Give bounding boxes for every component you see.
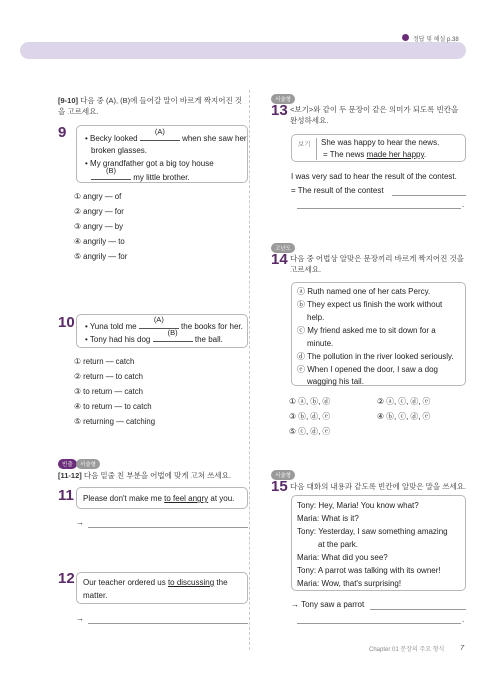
q11-underlined: to feel angry — [164, 494, 209, 503]
q15-answer-line-2[interactable] — [297, 623, 461, 624]
q9-box — [76, 125, 248, 183]
q14-instruction: 다음 중 어법상 알맞은 문장끼리 바르게 짝지어진 것을 고르세요. — [290, 254, 464, 274]
dialogue-line-3: Tony: Yesterday, I saw something amazing — [297, 527, 448, 536]
q14-item-a: ⓐ Ruth named one of her cats Percy. — [297, 287, 431, 296]
q11-arrow: → — [76, 518, 84, 527]
q10-line2-post: the ball. — [194, 335, 223, 344]
q12-underlined: to discussing — [167, 578, 215, 587]
page-number: 7 — [460, 643, 465, 652]
q9-10-range: [9-10] — [58, 96, 79, 105]
q11-text-post: at you. — [208, 494, 235, 503]
q13-sentence: I was very sad to hear the result of the contest. — [291, 172, 457, 181]
example-separator — [316, 138, 317, 160]
example-line2-underlined: made her happy — [366, 150, 424, 159]
frequent-tag: 빈출 — [58, 459, 77, 469]
q11-box — [76, 487, 248, 509]
q13-number: 13 — [271, 102, 288, 119]
q10-option-4[interactable]: ④ to return — to catch — [74, 402, 152, 411]
q13-period: . — [462, 200, 465, 209]
written-tag: 서술형 — [76, 459, 100, 469]
q13-example-box — [291, 134, 466, 162]
q15-tag: 서술형 — [271, 470, 295, 480]
q12-number: 12 — [58, 570, 75, 587]
q9-line1-pre: • Becky looked — [85, 134, 138, 143]
q13-answer-prefix: = The result of the contest — [291, 186, 384, 195]
example-line2-post: . — [423, 150, 427, 159]
example-line2-pre: = The news — [323, 150, 367, 159]
bullet-icon — [402, 34, 409, 41]
q11-12-range: [11-12] — [58, 471, 82, 480]
q14-item-d: ⓓ The pollution in the river looked seriously. — [297, 352, 454, 361]
q15-instruction: 다음 대화의 내용과 같도록 빈칸에 알맞은 말을 쓰세요. — [290, 482, 467, 491]
q9-number: 9 — [58, 124, 67, 141]
q9-line4-post: my little brother. — [133, 173, 190, 182]
q9-blank-a[interactable] — [140, 127, 180, 141]
q13-answer-line-2[interactable] — [297, 208, 461, 209]
q11-number: 11 — [58, 487, 74, 504]
q9-option-5[interactable]: ⑤ angrily — for — [74, 252, 128, 261]
q14-item-c: ⓒ My friend asked me to sit down for a — [297, 326, 436, 335]
q14-option-4[interactable]: ④ ⓑ, ⓒ, ⓓ, ⓔ — [377, 412, 431, 421]
q12-answer-line[interactable] — [88, 623, 248, 624]
example-line1: She was happy to hear the news. — [321, 138, 440, 147]
q11-12-instruction — [58, 470, 243, 481]
dialogue-line-3-cont: at the park. — [318, 540, 359, 549]
q13-tag: 서술형 — [271, 94, 295, 104]
example-label: 보기 — [298, 141, 311, 148]
q10-box — [76, 314, 248, 348]
q10-option-3[interactable]: ③ to return — catch — [74, 387, 143, 396]
q15-number: 15 — [271, 478, 288, 495]
q11-text-pre: Please don't make me — [83, 494, 165, 503]
q9-option-4[interactable]: ④ angrily — to — [74, 237, 125, 246]
q14-option-2[interactable]: ② ⓐ, ⓒ, ⓓ, ⓔ — [377, 397, 431, 406]
q14-item-e-cont: wagging his tail. — [307, 377, 364, 386]
q9-line1-post: when she saw her — [182, 134, 247, 143]
q10-line1-pre: • Yuna told me — [85, 322, 137, 331]
q14-option-5[interactable]: ⑤ ⓒ, ⓓ, ⓔ — [289, 427, 331, 436]
q10-line2-pre: • Tony had his dog — [85, 335, 151, 344]
q14-tag: 고난도 — [271, 243, 295, 253]
q15-dialogue-box — [291, 495, 466, 591]
q13-instruction: <보기>와 같이 두 문장이 같은 의미가 되도록 빈칸을 완성하세요. — [290, 105, 459, 125]
q9-10-text: 다음 중 (A), (B)에 들어갈 말이 바르게 짝지어진 것을 고르세요. — [58, 96, 243, 116]
q9-line2: broken glasses. — [91, 146, 148, 155]
q10-option-1[interactable]: ① return — catch — [74, 357, 135, 366]
q10-blank-b-label: (B) — [167, 328, 178, 337]
dialogue-line-5: Tony: A parrot was talking with its owner! — [297, 566, 441, 575]
dialogue-line-6: Maria: Wow, that's surprising! — [297, 579, 402, 588]
q9-line3: • My grandfather got a big toy house — [85, 159, 214, 168]
q10-option-5[interactable]: ⑤ returning — catching — [74, 417, 156, 426]
q9-option-3[interactable]: ③ angry — by — [74, 222, 124, 231]
q12-box — [76, 572, 248, 604]
q10-number: 10 — [58, 314, 75, 331]
q9-10-instruction — [58, 95, 243, 117]
dialogue-line-4: Maria: What did you see? — [297, 553, 388, 562]
q14-item-b-cont: help. — [307, 313, 325, 322]
q13-answer-line-1[interactable] — [392, 195, 466, 196]
answer-reference: 정답 및 해설 p.38 — [413, 37, 459, 43]
dialogue-line-2: Maria: What is it? — [297, 514, 359, 523]
q9-option-1[interactable]: ① angry — of — [74, 192, 122, 201]
q10-blank-a-label: (A) — [153, 315, 164, 324]
header-band — [20, 42, 466, 59]
q9-blank-a-label: (A) — [154, 127, 165, 136]
q14-box — [291, 282, 466, 386]
q10-option-2[interactable]: ② return — to catch — [74, 372, 143, 381]
q12-arrow: → — [76, 614, 84, 623]
q12-text-post: the — [214, 578, 228, 587]
q14-number: 14 — [271, 251, 288, 268]
q15-answer-line-1[interactable] — [370, 609, 466, 610]
q10-blank-b[interactable] — [153, 328, 193, 342]
q14-item-e: ⓔ When I opened the door, I saw a dog — [297, 365, 438, 374]
q12-text-pre: Our teacher ordered us — [83, 578, 168, 587]
q11-answer-line[interactable] — [88, 527, 248, 528]
dialogue-line-1: Tony: Hey, Maria! You know what? — [297, 501, 419, 510]
q10-line1-post: the books for her. — [181, 322, 243, 331]
q12-text-line2: matter. — [83, 591, 108, 600]
q9-option-2[interactable]: ② angry — for — [74, 207, 124, 216]
q9-blank-b-label: (B) — [106, 166, 116, 175]
footer-chapter: Chapter 01 문장의 주요 형식 — [369, 647, 445, 653]
q9-blank-b[interactable] — [91, 166, 131, 180]
q14-option-1[interactable]: ① ⓐ, ⓑ, ⓓ — [289, 397, 331, 406]
q14-option-3[interactable]: ③ ⓑ, ⓓ, ⓔ — [289, 412, 331, 421]
q14-item-c-cont: minute. — [307, 339, 334, 348]
q14-item-b: ⓑ They expect us finish the work without — [297, 300, 443, 309]
q11-12-text: 다음 밑줄 친 부분을 어법에 맞게 고쳐 쓰세요. — [81, 471, 231, 480]
q15-period: . — [462, 615, 465, 624]
column-divider — [249, 90, 250, 650]
q15-answer-prefix: → Tony saw a parrot — [291, 600, 365, 609]
